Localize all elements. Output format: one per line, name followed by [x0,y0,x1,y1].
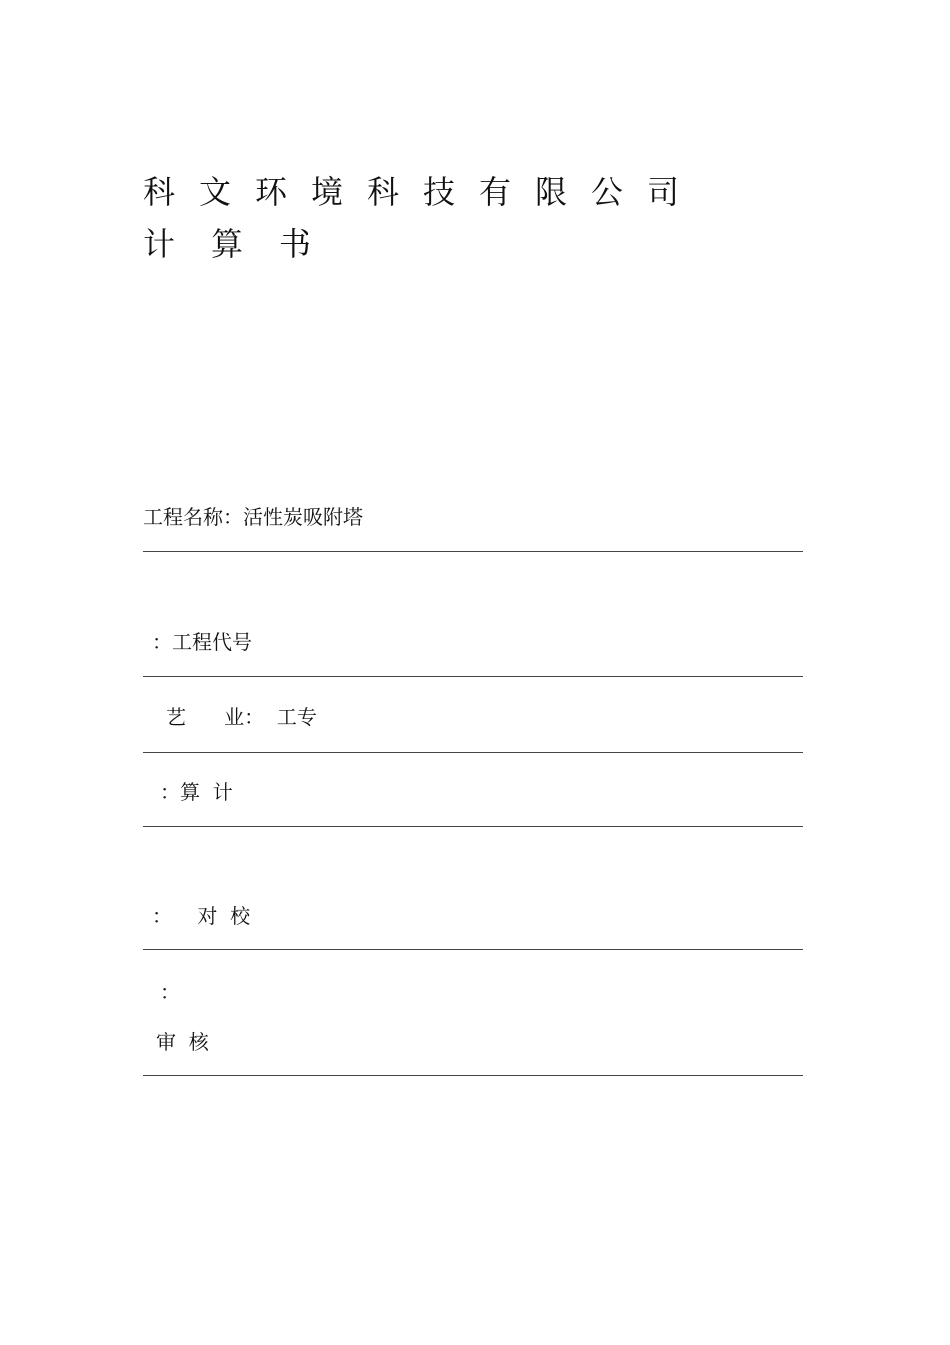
review-colon: ： [160,980,180,1004]
project-name-field: 工程名称：活性炭吸附塔 [143,505,363,529]
proofread-underline [143,949,803,950]
calculation-field: ：算 计 [160,780,233,804]
document-title: 计算书 [143,225,348,263]
project-code-underline [143,676,803,677]
review-field: 审 核 [156,1030,209,1054]
specialty-underline [143,752,803,753]
company-name: 科文环境科技有限公司 [143,173,704,211]
calculation-underline [143,826,803,827]
project-name-underline [143,551,803,552]
project-code-field: ：工程代号 [152,630,252,654]
review-underline [143,1075,803,1076]
specialty-field: 艺 业： 工专 [166,705,317,729]
proofread-field: ： 对 校 [152,904,251,928]
